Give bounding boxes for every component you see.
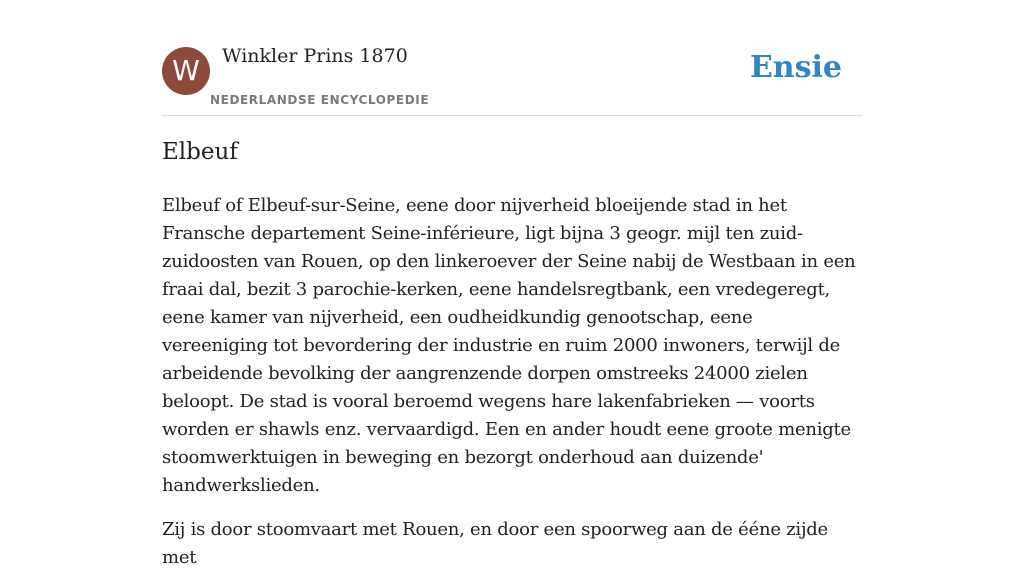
source-avatar[interactable]: W (162, 47, 210, 95)
article-body (162, 192, 862, 588)
article-paragraph: Zij is door stoomvaart met Rouen, en door een spoorweg aan de ééne zijde met (162, 519, 828, 568)
article-paragraph: Elbeuf of Elbeuf-sur-Seine, eene door nijverheid bloeijende stad in het Fransche departement Seine-inférieure, ligt bijna 3 geogr. mijl ten zuid-zuidoosten van Rouen, op den linkeroever der Seine nabij de Westbaan in een fraai dal, bezit 3 parochie-kerken, eene handelsregtbank, een vredegeregt, eene kamer van nijverheid, een oudheidkundig genootschap, eene vereeniging tot bevordering der industrie en ruim 2000 inwoners, terwijl de arbeidende bevolking der aangrenzende dorpen omstreeks 24000 zielen beloopt. De stad is vooral beroemd wegens hare lakenfabrieken — voorts worden er shawls enz. vervaardigd. Een en ander houdt eene groote menigte stoomwerktuigen in beweging en bezorgt onderhoud aan duizende' handwerkslieden. (162, 195, 856, 496)
brand-logo[interactable]: Ensie (749, 50, 842, 85)
article-headword: Elbeuf (162, 139, 238, 165)
source-subtitle: NEDERLANDSE ENCYCLOPEDIE (210, 93, 430, 107)
header-divider (162, 115, 862, 116)
source-title[interactable]: Winkler Prins 1870 (222, 45, 408, 67)
